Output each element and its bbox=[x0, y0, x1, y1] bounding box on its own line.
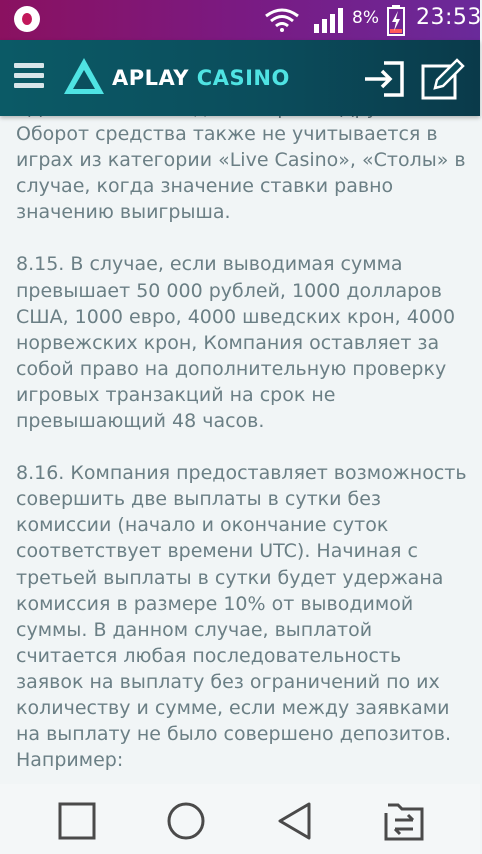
terms-paragraph-8-15: 8.15. В случае, если выводимая сумма превышает 50 000 рублей, 1000 долларов США, 1000 евро, 4000 шведских крон, 4000 норвежских крон, Компания оставляет за собой право на дополнительную проверку игровых транзакций на срок не превышающий 48 часов. bbox=[16, 253, 456, 433]
brand-name: APLAY bbox=[112, 66, 189, 90]
register-icon[interactable] bbox=[420, 58, 464, 100]
recent-apps-icon[interactable] bbox=[58, 802, 96, 840]
battery-charging-icon bbox=[386, 4, 406, 36]
app-header bbox=[0, 40, 480, 116]
login-icon[interactable] bbox=[362, 60, 406, 98]
app-notification-icon bbox=[14, 6, 40, 32]
battery-percent: 8% bbox=[352, 8, 379, 28]
status-bar bbox=[0, 0, 480, 40]
terms-paragraph-8-16: 8.16. Компания предоставляет возможность совершить две выплаты в сутки без комиссии (начало и окончание суток соответствует времени UTC). Начиная с третьей выплаты в сутки будет удержана комиссия в размере 10% от выводимой суммы. В данном случае, выплатой считается любая последовательность заявок на выплату без ограничений по их количеству и сумме, если между заявками на выплату не было совершено депозитов. Например: bbox=[16, 462, 467, 772]
menu-icon[interactable] bbox=[14, 63, 44, 93]
aplay-logo-icon bbox=[62, 56, 106, 96]
back-icon[interactable] bbox=[276, 801, 312, 841]
status-time: 23:53 bbox=[416, 5, 482, 30]
terms-paragraph: Оборот средства также не учитывается в играх из категории «Live Casino», «Столы» в случае, когда значение ставки равно значению выигрыша. bbox=[16, 123, 466, 224]
terms-content[interactable] bbox=[0, 116, 480, 784]
navigation-bar bbox=[0, 784, 480, 854]
brand-logo[interactable] bbox=[112, 66, 290, 90]
switch-sim-icon[interactable] bbox=[380, 801, 428, 841]
home-icon[interactable] bbox=[166, 801, 206, 841]
wifi-icon bbox=[264, 8, 300, 32]
signal-icon bbox=[313, 6, 347, 34]
brand-accent: CASINO bbox=[196, 66, 290, 90]
